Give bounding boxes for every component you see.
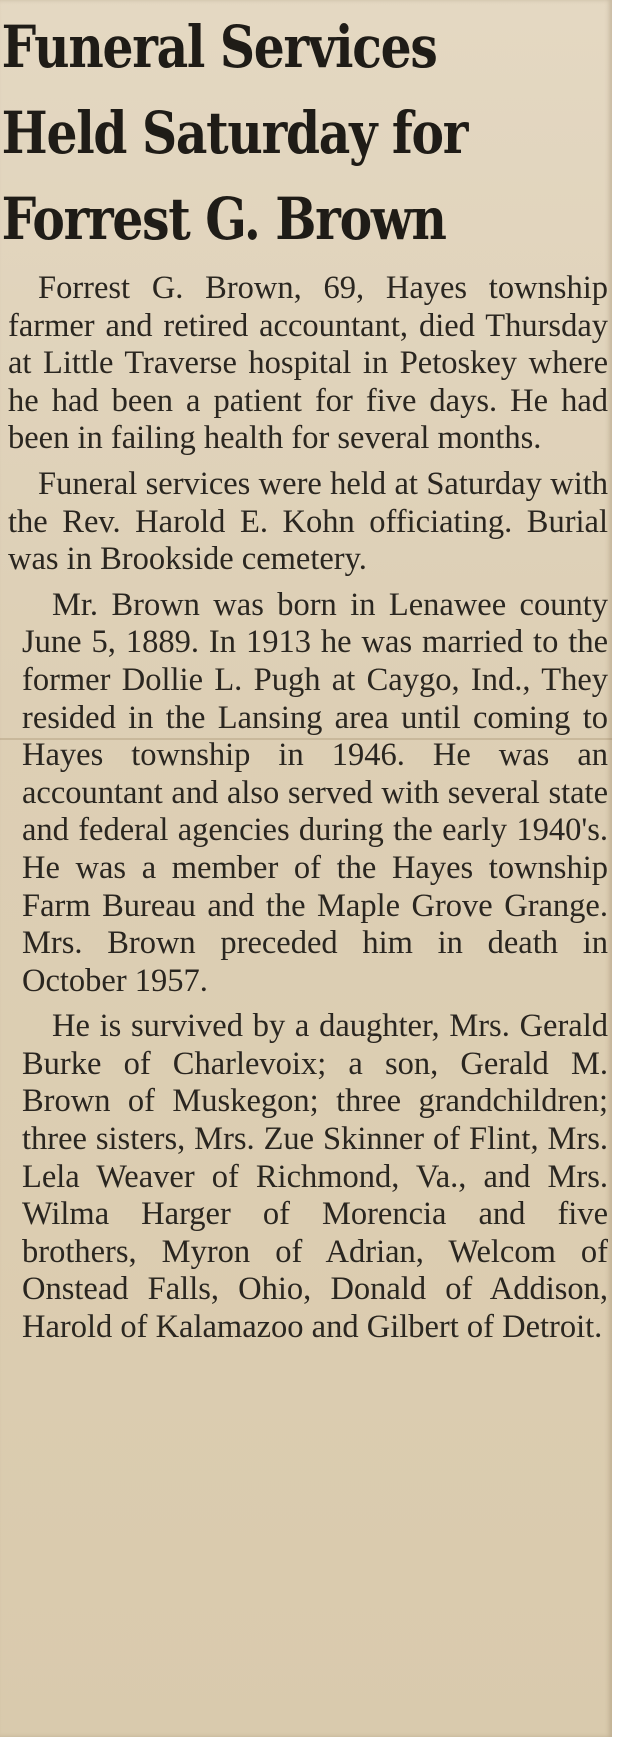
background-margin: [612, 0, 644, 1737]
paragraph-survivors: He is survived by a daughter, Mrs. Gerald Burke of Charlevoix; a son, Gerald M. Brown of Muskegon; three grandchildren; three sisters, Mrs. Zue Skinner of Flint, Mrs. Lela Weaver of Richmond, Va., and Mrs. Wilma Harger of Morencia and five brothers, Myron of Adrian, Welcom of Onstead Falls, Ohio, Donald of Addison, Harold of Kalamazoo and Gilbert of Detroit.: [22, 1008, 608, 1346]
headline-line-1: Funeral Services: [1, 13, 437, 81]
paragraph-biography: Mr. Brown was born in Lenawee county June 5, 1889. In 1913 he was married to the former Dollie L. Pugh at Caygo, Ind., They resided in the Lansing area until coming to Hayes township in 1946. He was an accountant and also served with several state and federal agencies during the early 1940's. He was a member of the Hayes township Farm Bureau and the Maple Grove Grange. Mrs. Brown preceded him in death in October 1957.: [22, 586, 608, 999]
paper-fold-line: [0, 738, 612, 740]
paragraph-funeral-services: Funeral services were held at Saturday with the Rev. Harold E. Kohn officiating. Burial was in Brookside cemetery.: [8, 465, 608, 578]
headline-line-3: Forrest G. Brown: [1, 185, 446, 253]
article-body: [8, 270, 608, 1355]
headline: [0, 0, 514, 262]
paragraph-death-notice: Forrest G. Brown, 69, Hayes township farmer and retired accountant, died Thursday at Little Traverse hospital in Petoskey where he had been a patient for five days. He had been in failing health for several months.: [8, 270, 608, 457]
headline-line-2: Held Saturday for: [1, 99, 468, 167]
